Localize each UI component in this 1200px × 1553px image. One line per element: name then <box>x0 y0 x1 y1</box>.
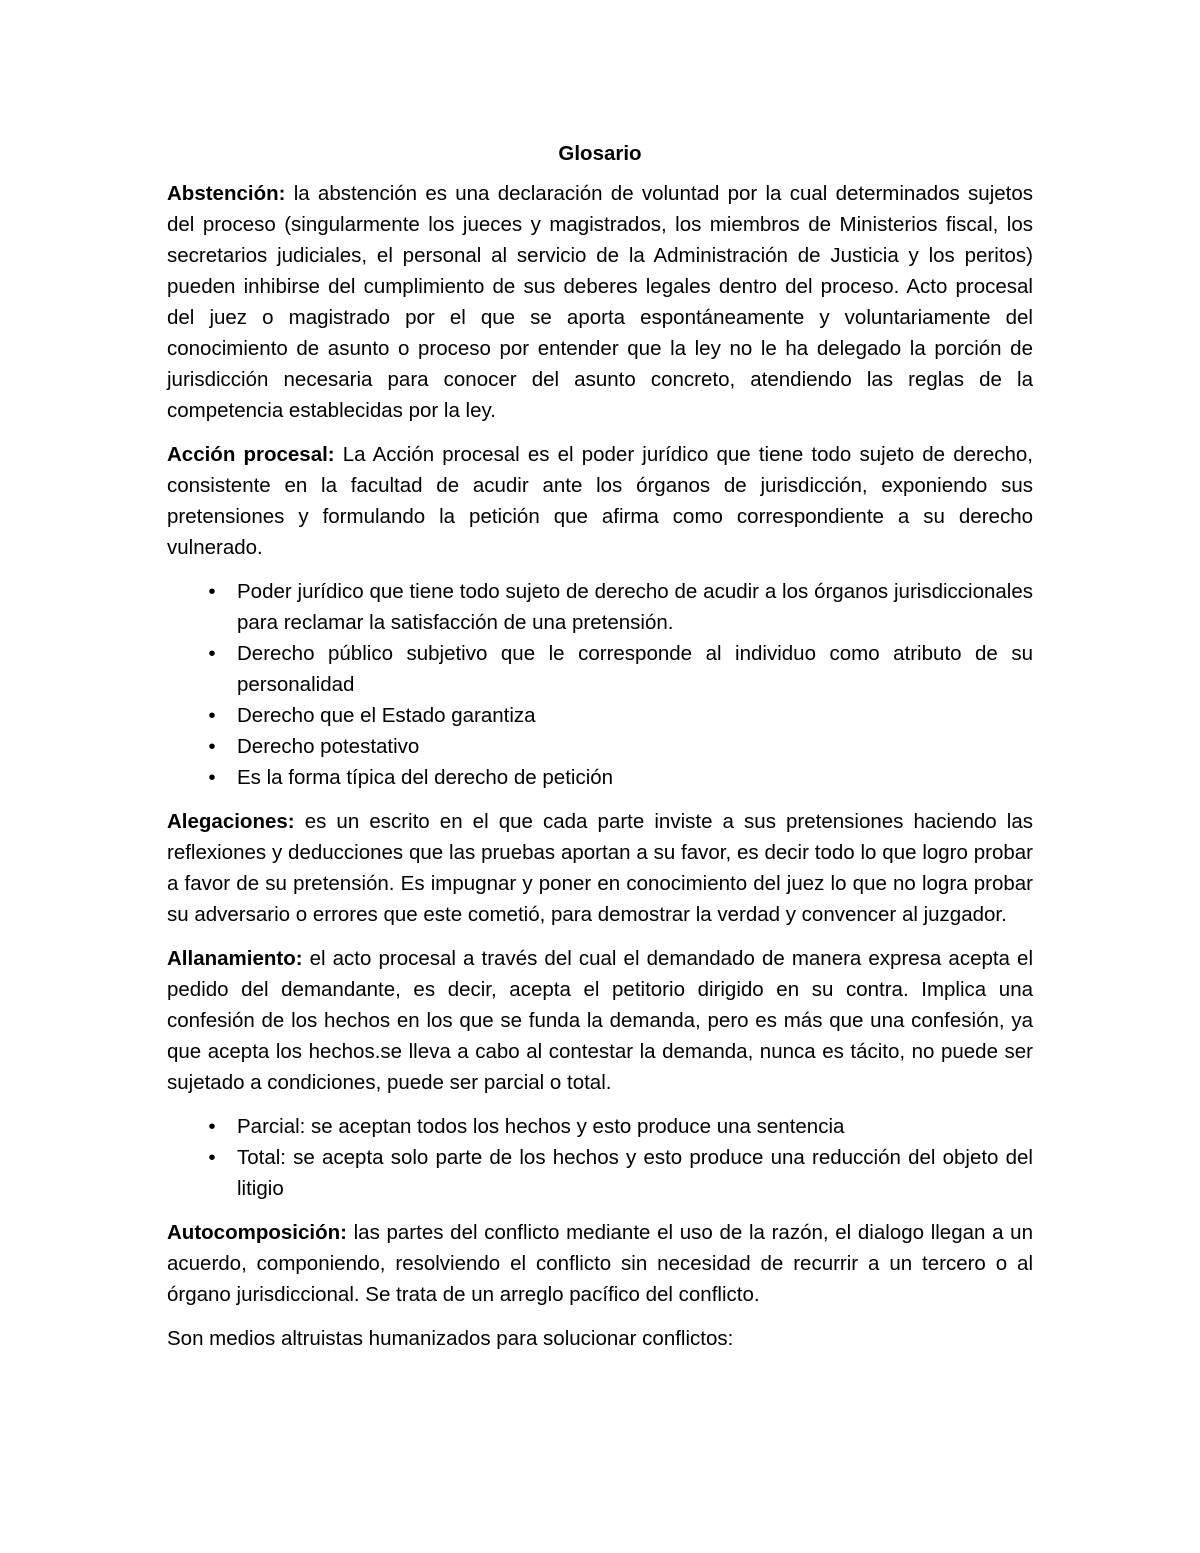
entry-alegaciones <box>167 806 1033 930</box>
bullet-icon: • <box>208 704 216 727</box>
page-title: Glosario <box>558 142 642 165</box>
allanamiento-list <box>167 1111 1033 1204</box>
entry-abstencion <box>167 178 1033 426</box>
term-allanamiento: Allanamiento: <box>167 947 303 970</box>
definition-accion-procesal: La Acción procesal es el poder jurídico que tiene todo sujeto de derecho, consistente en la facultad de acudir ante los órganos de jurisdicción, exponiendo sus pretensiones y formulando la petición que afirma como correspondiente a su derecho vulnerado. <box>167 443 1033 559</box>
definition-allanamiento: el acto procesal a través del cual el demandado de manera expresa acepta el pedido del demandante, es decir, acepta el petitorio dirigido en su contra. Implica una confesión de los hechos en los que se funda la demanda, pero es más que una confesión, ya que acepta los hechos.se lleva a cabo al contestar la demanda, nunca es tácito, no puede ser sujetado a condiciones, puede ser parcial o total. <box>167 947 1033 1094</box>
list-item: • Total: se acepta solo parte de los hechos y esto produce una reducción del objeto del litigio <box>237 1142 1033 1204</box>
bullet-icon: • <box>208 766 216 789</box>
list-item: • Derecho que el Estado garantiza <box>237 700 1033 731</box>
list-item: • Derecho potestativo <box>237 731 1033 762</box>
definition-autocomposicion: las partes del conflicto mediante el uso de la razón, el dialogo llegan a un acuerdo, componiendo, resolviendo el conflicto sin necesidad de recurrir a un tercero o al órgano jurisdiccional. Se trata de un arreglo pacífico del conflicto. <box>167 1221 1033 1306</box>
term-accion-procesal: Acción procesal: <box>167 443 335 466</box>
closing-line: Son medios altruistas humanizados para solucionar conflictos: <box>167 1327 734 1350</box>
bullet-icon: • <box>208 1146 216 1169</box>
definition-abstencion: la abstención es una declaración de voluntad por la cual determinados sujetos del proceso (singularmente los jueces y magistrados, los miembros de Ministerios fiscal, los secretarios judiciales, el personal al servicio de la Administración de Justicia y los peritos) pueden inhibirse del cumplimiento de sus deberes legales dentro del proceso. Acto procesal del juez o magistrado por el que se aporta espontáneamente y voluntariamente del conocimiento de asunto o proceso por entender que la ley no le ha delegado la porción de jurisdicción necesaria para conocer del asunto concreto, atendiendo las reglas de la competencia establecidas por la ley. <box>167 182 1033 422</box>
entry-allanamiento <box>167 943 1033 1098</box>
entry-autocomposicion <box>167 1217 1033 1310</box>
entry-accion-procesal <box>167 439 1033 563</box>
bullet-icon: • <box>208 642 216 665</box>
list-item: • Parcial: se aceptan todos los hechos y esto produce una sentencia <box>237 1111 1033 1142</box>
list-item: • Derecho público subjetivo que le corresponde al individuo como atributo de su personalidad <box>237 638 1033 700</box>
document-page <box>167 138 1033 1367</box>
list-item: • Es la forma típica del derecho de petición <box>237 762 1033 793</box>
definition-alegaciones: es un escrito en el que cada parte inviste a sus pretensiones haciendo las reflexiones y deducciones que las pruebas aportan a su favor, es decir todo lo que logro probar a favor de su pretensión. Es impugnar y poner en conocimiento del juez lo que no logra probar su adversario o errores que este cometió, para demostrar la verdad y convencer al juzgador. <box>167 810 1033 926</box>
term-autocomposicion: Autocomposición: <box>167 1221 347 1244</box>
bullet-icon: • <box>208 580 216 603</box>
list-item: • Poder jurídico que tiene todo sujeto de derecho de acudir a los órganos jurisdiccionales para reclamar la satisfacción de una pretensión. <box>237 576 1033 638</box>
bullet-icon: • <box>208 1115 216 1138</box>
term-abstencion: Abstención: <box>167 182 286 205</box>
bullet-icon: • <box>208 735 216 758</box>
accion-procesal-list <box>167 576 1033 793</box>
term-alegaciones: Alegaciones: <box>167 810 295 833</box>
